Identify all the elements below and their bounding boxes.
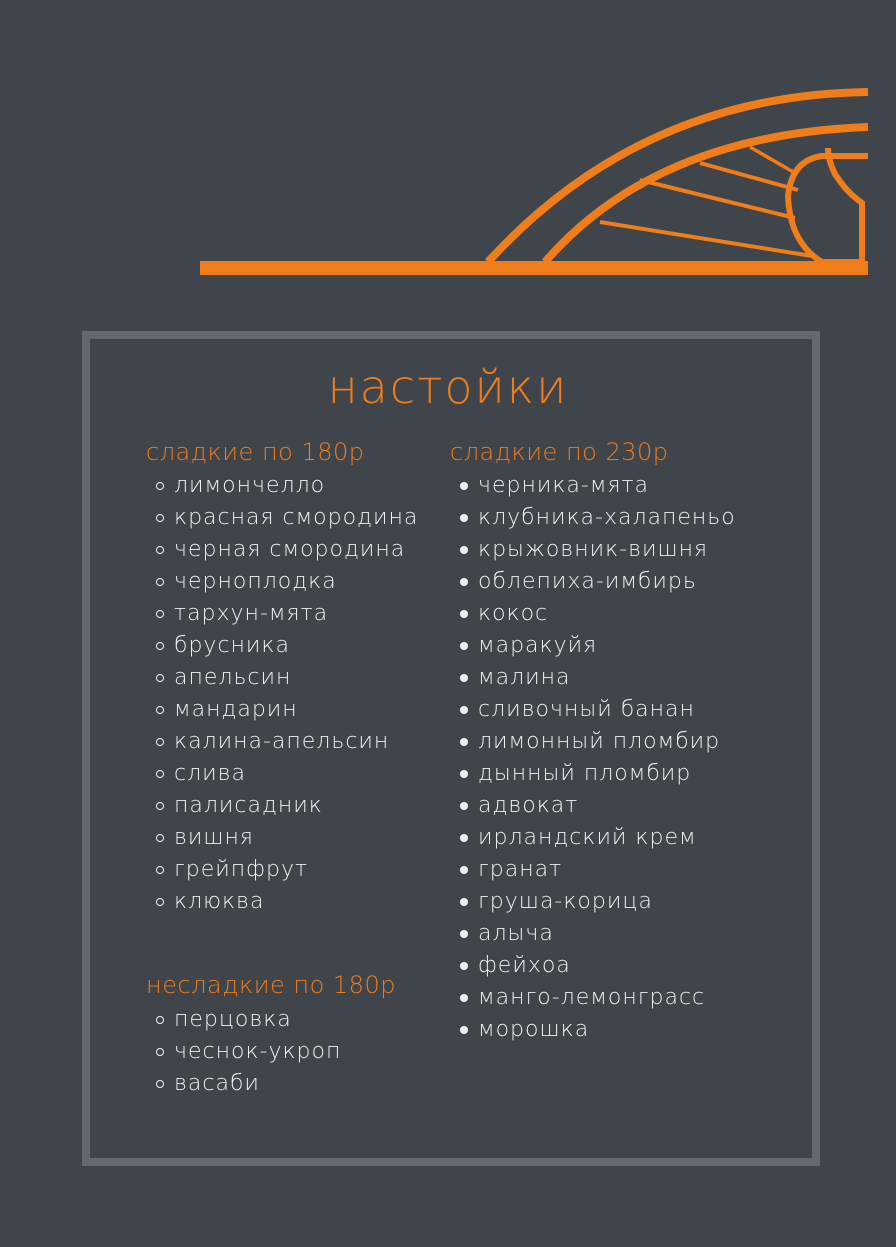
list-item-label: маракуйя xyxy=(478,633,598,658)
filled-bullet-icon xyxy=(460,706,468,714)
list-item-label: черника-мята xyxy=(478,473,650,498)
list-item xyxy=(156,1036,341,1068)
hollow-bullet-icon xyxy=(156,578,164,586)
filled-bullet-icon xyxy=(460,738,468,746)
hollow-bullet-icon xyxy=(156,674,164,682)
filled-bullet-icon xyxy=(460,962,468,970)
list-sweet-230 xyxy=(460,470,736,1046)
list-item xyxy=(156,534,418,566)
list-item xyxy=(156,502,418,534)
list-item-label: ирландский крем xyxy=(478,825,697,850)
filled-bullet-icon xyxy=(460,610,468,618)
list-item-label: облепиха-имбирь xyxy=(478,569,697,594)
filled-bullet-icon xyxy=(460,546,468,554)
list-unsweet-180 xyxy=(156,1004,341,1100)
hollow-bullet-icon xyxy=(156,546,164,554)
list-item-label: крыжовник-вишня xyxy=(478,537,709,562)
list-item-label: кокос xyxy=(478,601,549,626)
list-item xyxy=(460,1014,736,1046)
list-item xyxy=(460,950,736,982)
hollow-bullet-icon xyxy=(156,738,164,746)
section-title-sweet-230: сладкие по 230р xyxy=(450,438,669,466)
hollow-bullet-icon xyxy=(156,642,164,650)
section-title-unsweet-180: несладкие по 180р xyxy=(146,971,396,999)
filled-bullet-icon xyxy=(460,1026,468,1034)
list-item xyxy=(156,470,418,502)
list-item-label: палисадник xyxy=(174,793,323,818)
list-item xyxy=(460,790,736,822)
list-item xyxy=(156,694,418,726)
list-item xyxy=(156,662,418,694)
hollow-bullet-icon xyxy=(156,1016,164,1024)
list-item xyxy=(460,470,736,502)
hollow-bullet-icon xyxy=(156,482,164,490)
list-item-label: гранат xyxy=(478,857,563,882)
list-item-label: алыча xyxy=(478,921,554,946)
list-item xyxy=(460,566,736,598)
list-item-label: лимончелло xyxy=(174,473,326,498)
list-item-label: фейхоа xyxy=(478,953,571,978)
list-item-label: дынный пломбир xyxy=(478,761,692,786)
filled-bullet-icon xyxy=(460,834,468,842)
list-item xyxy=(460,822,736,854)
hollow-bullet-icon xyxy=(156,1048,164,1056)
hollow-bullet-icon xyxy=(156,706,164,714)
list-item xyxy=(156,1004,341,1036)
list-item xyxy=(156,758,418,790)
list-item xyxy=(460,662,736,694)
filled-bullet-icon xyxy=(460,994,468,1002)
list-item-label: грейпфрут xyxy=(174,857,309,882)
hollow-bullet-icon xyxy=(156,866,164,874)
list-item xyxy=(460,694,736,726)
filled-bullet-icon xyxy=(460,802,468,810)
decorative-ornament xyxy=(0,0,896,300)
list-item-label: мандарин xyxy=(174,697,298,722)
filled-bullet-icon xyxy=(460,482,468,490)
list-item-label: черная смородина xyxy=(174,537,406,562)
list-item xyxy=(460,534,736,566)
list-item xyxy=(460,854,736,886)
list-item xyxy=(156,630,418,662)
list-item-label: клубника-халапеньо xyxy=(478,505,736,530)
hollow-bullet-icon xyxy=(156,802,164,810)
list-item-label: калина-апельсин xyxy=(174,729,390,754)
filled-bullet-icon xyxy=(460,770,468,778)
hollow-bullet-icon xyxy=(156,770,164,778)
filled-bullet-icon xyxy=(460,898,468,906)
hollow-bullet-icon xyxy=(156,514,164,522)
list-item-label: слива xyxy=(174,761,247,786)
list-item xyxy=(460,982,736,1014)
list-item-label: клюква xyxy=(174,889,265,914)
list-item-label: чеснок-укроп xyxy=(174,1039,342,1064)
list-item xyxy=(156,886,418,918)
menu-title: настойки xyxy=(327,360,569,414)
list-item xyxy=(460,726,736,758)
list-item xyxy=(156,1068,341,1100)
filled-bullet-icon xyxy=(460,674,468,682)
list-item-label: манго-лемонграсс xyxy=(478,985,706,1010)
filled-bullet-icon xyxy=(460,578,468,586)
hollow-bullet-icon xyxy=(156,834,164,842)
list-item-label: морошка xyxy=(478,1017,590,1042)
list-item xyxy=(156,790,418,822)
list-item-label: красная смородина xyxy=(174,505,419,530)
list-item-label: вишня xyxy=(174,825,254,850)
list-item-label: васаби xyxy=(174,1071,260,1096)
section-title-sweet-180: сладкие по 180р xyxy=(146,438,365,466)
list-item-label: груша-корица xyxy=(478,889,653,914)
filled-bullet-icon xyxy=(460,642,468,650)
list-item xyxy=(156,854,418,886)
filled-bullet-icon xyxy=(460,866,468,874)
filled-bullet-icon xyxy=(460,930,468,938)
list-item-label: апельсин xyxy=(174,665,292,690)
list-item-label: лимонный пломбир xyxy=(478,729,721,754)
filled-bullet-icon xyxy=(460,514,468,522)
hollow-bullet-icon xyxy=(156,1080,164,1088)
list-item xyxy=(460,502,736,534)
list-item xyxy=(460,758,736,790)
list-item xyxy=(156,598,418,630)
list-item xyxy=(156,566,418,598)
list-item-label: тархун-мята xyxy=(174,601,329,626)
list-item xyxy=(460,598,736,630)
list-item-label: черноплодка xyxy=(174,569,337,594)
list-item-label: брусника xyxy=(174,633,290,658)
list-item-label: адвокат xyxy=(478,793,579,818)
list-item xyxy=(460,918,736,950)
hollow-bullet-icon xyxy=(156,610,164,618)
list-sweet-180 xyxy=(156,470,418,918)
list-item-label: перцовка xyxy=(174,1007,292,1032)
list-item xyxy=(460,886,736,918)
list-item-label: малина xyxy=(478,665,571,690)
hollow-bullet-icon xyxy=(156,898,164,906)
list-item-label: сливочный банан xyxy=(478,697,695,722)
list-item xyxy=(460,630,736,662)
list-item xyxy=(156,726,418,758)
list-item xyxy=(156,822,418,854)
